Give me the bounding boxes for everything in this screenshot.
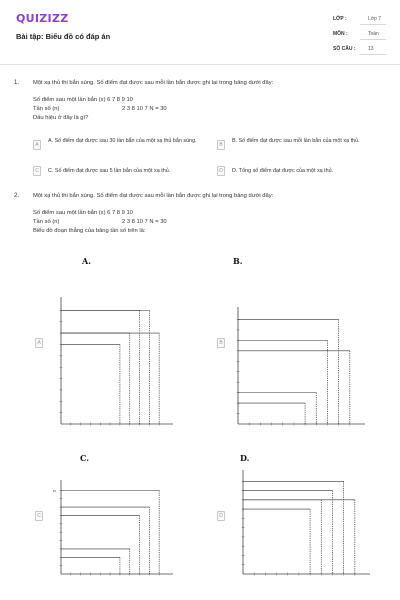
question-prompt: Một xạ thủ thi bắn súng. Số điểm đạt được sau mỗi lần bắn được ghi lại trong bảng dưới đây:: [33, 193, 274, 199]
page-title: Bài tập: Biểu đồ có đáp án: [16, 32, 111, 41]
option-c-text[interactable]: C. Số điểm đạt được sau 5 lần bắn của một xạ thủ.: [48, 168, 171, 174]
header-divider: [0, 64, 400, 65]
table-row-scores: Số điểm sau một lần bắn (x) 6 7 8 9 10: [33, 210, 133, 216]
chart-a: [55, 295, 175, 430]
chart-option-c-box[interactable]: C: [35, 511, 43, 521]
chart-d: [237, 468, 372, 580]
table-row-frequency-label: Tần số (n): [33, 219, 60, 225]
question-number: 2.: [14, 193, 20, 199]
chart-c-label: C.: [80, 453, 90, 463]
option-b-text[interactable]: B. Số điểm đạt được sau mỗi lần bắn của một xạ thủ.: [232, 138, 360, 144]
meta-label-class: LỚP :: [333, 16, 347, 22]
chart-a-label: A.: [82, 256, 91, 266]
chart-option-d-box[interactable]: D: [217, 511, 225, 521]
table-row-frequency-label: Tần số (n): [33, 106, 60, 112]
meta-underline: [360, 39, 386, 40]
chart-option-b-box[interactable]: B: [217, 338, 225, 348]
y-tick-label: 10: [52, 488, 56, 493]
meta-underline: [360, 24, 386, 25]
table-row-scores: Số điểm sau một lần bắn (x) 6 7 8 9 10: [33, 97, 133, 103]
meta-value-class: Lớp 7: [368, 16, 382, 22]
option-d-box[interactable]: D: [217, 166, 225, 176]
chart-d-label: D.: [240, 453, 250, 463]
question-text: Biểu đồ đoạn thẳng của bảng tần số trên là:: [33, 228, 146, 234]
table-row-frequency-values: 2 3 8 10 7 N = 30: [122, 219, 167, 225]
meta-label-count: SỐ CÂU :: [333, 46, 356, 52]
chart-b: [232, 305, 367, 430]
question-prompt: Một xạ thủ thi bắn súng. Số điểm đạt được sau mỗi lần bắn được ghi lại trong bảng dưới đây:: [33, 80, 274, 86]
meta-label-subject: MÔN :: [333, 31, 348, 37]
meta-value-subject: Toán: [368, 31, 379, 37]
question-text: Dấu hiệu ở đây là gì?: [33, 115, 89, 121]
meta-value-count: 13: [368, 46, 374, 52]
quizizz-logo: QUIZIZZ: [16, 12, 69, 25]
question-number: 1.: [14, 80, 20, 86]
chart-b-label: B.: [233, 256, 243, 266]
chart-option-a-box[interactable]: A: [35, 338, 43, 348]
option-b-box[interactable]: B: [217, 140, 225, 150]
meta-underline: [360, 54, 386, 55]
option-c-box[interactable]: C: [33, 166, 41, 176]
option-a-text[interactable]: A. Số điểm đạt được sau 30 lần bắn của một xạ thủ bắn súng.: [48, 138, 197, 144]
chart-c: [52, 478, 175, 580]
table-row-frequency-values: 2 3 8 10 7 N = 30: [122, 106, 167, 112]
option-d-text[interactable]: D. Tổng số điểm đạt được của một xạ thủ.: [232, 168, 334, 174]
option-a-box[interactable]: A: [33, 140, 41, 150]
